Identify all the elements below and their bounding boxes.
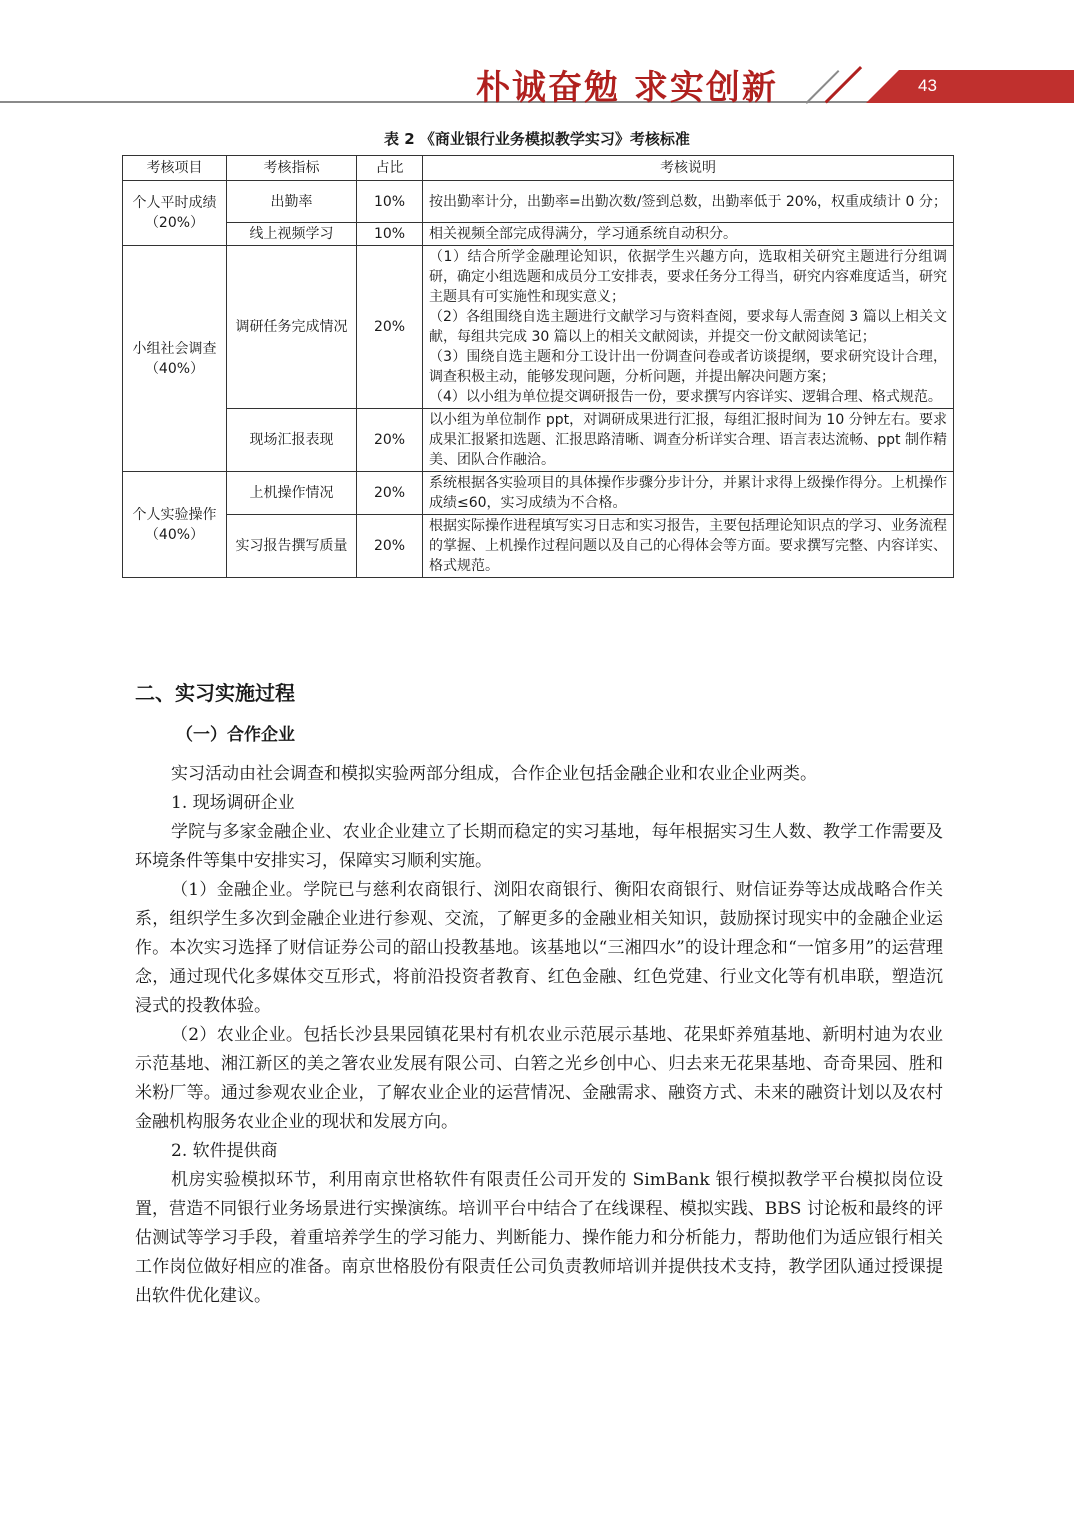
- item-cell: 小组社会调查（40%）: [123, 246, 227, 472]
- description-text: 根据实际操作进程填写实习日志和实习报告，主要包括理论知识点的学习、业务流程的掌握、上机操作过程问题以及自己的心得体会等方面。要求撰写完整、内容详实、格式规范。: [429, 518, 947, 574]
- header-slash-red: [825, 66, 862, 103]
- paragraph: 机房实验模拟环节，利用南京世格软件有限责任公司开发的 SimBank 银行模拟教学平台模拟岗位设置，营造不同银行业务场景进行实操演练。培训平台中结合了在线课程、模拟实践、BBS 讨论板和最终的评估测试等学习手段，着重培养学生的学习能力、判断能力、操作能力和分析能力，帮助他们为适应银行相关工作岗位做好相应的准备。南京世格股份有限责任公司负责教师培训并提供技术支持，教学团队通过授课提出软件优化建议。: [135, 1170, 943, 1306]
- description-cell: [423, 223, 954, 246]
- table-row: [123, 409, 954, 472]
- paragraph: 实习活动由社会调查和模拟实验两部分组成，合作企业包括金融企业和农业企业两类。: [171, 764, 817, 784]
- indicator-cell: 现场汇报表现: [227, 409, 357, 472]
- table-row: [123, 181, 954, 223]
- indicator-cell: 调研任务完成情况: [227, 246, 357, 409]
- section-heading: 二、实习实施过程: [135, 681, 295, 705]
- description-text: （4）以小组为单位提交调研报告一份，要求撰写内容详实、逻辑合理、格式规范。: [429, 389, 942, 405]
- ratio-cell: 20%: [357, 246, 423, 409]
- ratio-cell: 20%: [357, 409, 423, 472]
- ratio-cell: 10%: [357, 181, 423, 223]
- description-text: （3）围绕自选主题和分工设计出一份调查问卷或者访谈提纲，要求研究设计合理，调查积极主动，能够发现问题，分析问题，并提出解决问题方案；: [429, 349, 947, 385]
- table-header-row: [123, 156, 954, 181]
- paragraph: 2. 软件提供商: [171, 1141, 278, 1161]
- description-cell: [423, 181, 954, 223]
- header-slash-gray: [805, 70, 839, 104]
- body-text: [135, 760, 943, 1311]
- table-row: [123, 515, 954, 578]
- description-cell: [423, 472, 954, 515]
- header-cell: 占比: [357, 156, 423, 181]
- indicator-cell: 上机操作情况: [227, 472, 357, 515]
- page-header: [0, 0, 1074, 110]
- paragraph: 学院与多家金融企业、农业企业建立了长期而稳定的实习基地，每年根据实习生人数、教学工作需要及环境条件等集中安排实习，保障实习顺利实施。: [135, 822, 943, 871]
- header-motto: 朴诚奋勉 求实创新: [476, 68, 778, 108]
- ratio-cell: 20%: [357, 472, 423, 515]
- table-row: [123, 246, 954, 409]
- item-cell: 个人平时成绩（20%）: [123, 181, 227, 246]
- page-number: 43: [918, 76, 937, 95]
- indicator-cell: 线上视频学习: [227, 223, 357, 246]
- assessment-table: [122, 155, 954, 578]
- ratio-cell: 10%: [357, 223, 423, 246]
- paragraph: 1. 现场调研企业: [171, 793, 295, 813]
- indicator-cell: 出勤率: [227, 181, 357, 223]
- table-row: [123, 223, 954, 246]
- item-cell: 个人实验操作（40%）: [123, 472, 227, 578]
- description-text: 以小组为单位制作 ppt，对调研成果进行汇报，每组汇报时间为 10 分钟左右。要求成果汇报紧扣选题、汇报思路清晰、调查分析详实合理、语言表达流畅、ppt 制作精美、团队合作融洽。: [429, 412, 947, 468]
- description-cell: [423, 409, 954, 472]
- description-text: （1）结合所学金融理论知识，依据学生兴趣方向，选取相关研究主题进行分组调研，确定小组选题和成员分工安排表，要求任务分工得当，研究内容难度适当，研究主题具有可实施性和现实意义；: [429, 249, 947, 305]
- description-text: （2）各组围绕自选主题进行文献学习与资料查阅，要求每人需查阅 3 篇以上相关文献，每组共完成 30 篇以上的相关文献阅读，并提交一份文献阅读笔记；: [429, 309, 947, 345]
- description-cell: [423, 246, 954, 409]
- description-text: 系统根据各实验项目的具体操作步骤分步计分，并累计求得上级操作得分。上机操作成绩≤60，实习成绩为不合格。: [429, 475, 947, 511]
- description-text: 按出勤率计分，出勤率=出勤次数/签到总数，出勤率低于 20%，权重成绩计 0 分；: [429, 193, 947, 210]
- subsection-heading: （一）合作企业: [176, 725, 295, 745]
- paragraph: （1）金融企业。学院已与慈利农商银行、浏阳农商银行、衡阳农商银行、财信证券等达成战略合作关系，组织学生多次到金融企业进行参观、交流，了解更多的金融业相关知识，鼓励探讨现实中的金融企业运作。本次实习选择了财信证券公司的韶山投教基地。该基地以“三湘四水”的设计理念和“一馆多用”的运营理念，通过现代化多媒体交互形式，将前沿投资者教育、红色金融、红色党建、行业文化等有机串联，塑造沉浸式的投教体验。: [135, 880, 943, 1016]
- header-cell: 考核指标: [227, 156, 357, 181]
- ratio-cell: 20%: [357, 515, 423, 578]
- description-cell: [423, 515, 954, 578]
- paragraph: （2）农业企业。包括长沙县果园镇花果村有机农业示范展示基地、花果虾养殖基地、新明村迪为农业示范基地、湘江新区的美之箸农业发展有限公司、白箬之光乡创中心、归去来无花果基地、奇奇果园、胜和米粉厂等。通过参观农业企业，了解农业企业的运营情况、金融需求、融资方式、未来的融资计划以及农村金融机构服务农业企业的现状和发展方向。: [135, 1025, 943, 1132]
- header-cell: 考核项目: [123, 156, 227, 181]
- table-row: [123, 472, 954, 515]
- indicator-cell: 实习报告撰写质量: [227, 515, 357, 578]
- description-text: 相关视频全部完成得满分，学习通系统自动积分。: [429, 226, 737, 242]
- table-caption: 表 2 《商业银行业务模拟教学实习》考核标准: [384, 130, 690, 148]
- page-number-band: [866, 70, 1074, 103]
- header-cell: 考核说明: [423, 156, 954, 181]
